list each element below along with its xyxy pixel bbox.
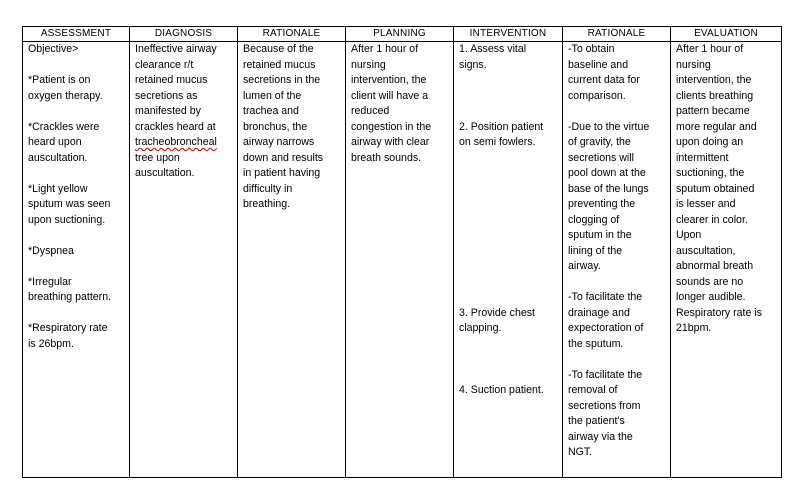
- diagnosis-line-misspelled: tracheobroncheal: [135, 136, 217, 148]
- rationale-line: trachea and: [243, 105, 299, 117]
- planning-line: After 1 hour of: [351, 43, 419, 55]
- header-row: [23, 27, 782, 42]
- assessment-line: Objective>: [28, 43, 79, 55]
- header-diagnosis: DIAGNOSIS: [130, 27, 238, 42]
- header-rationale-intervention: RATIONALE: [563, 27, 671, 42]
- evaluation-line: upon doing an: [676, 136, 744, 148]
- evaluation-line: abnormal breath: [676, 260, 754, 272]
- header-rationale: RATIONALE: [238, 27, 346, 42]
- evaluation-line: auscultation,: [676, 244, 736, 257]
- intervention-rationale-line: -Due to the virtue: [568, 120, 650, 133]
- intervention-rationale-line: airway.: [568, 260, 601, 272]
- evaluation-line: clients breathing: [676, 89, 754, 102]
- intervention-rationale-line: clogging of: [568, 213, 620, 226]
- rationale-line: down and results: [243, 151, 324, 164]
- header-intervention: INTERVENTION: [454, 27, 563, 42]
- intervention-rationale-line: the patient's: [568, 415, 625, 427]
- evaluation-line: longer audible.: [676, 291, 746, 303]
- diagnosis-line: manifested by: [135, 105, 201, 117]
- evaluation-line: intervention, the: [676, 74, 752, 86]
- intervention-item: 4. Suction patient.: [459, 384, 544, 396]
- evaluation-cell: [671, 42, 782, 478]
- intervention-item: 1. Assess vital: [459, 43, 527, 55]
- intervention-rationale-line: removal of: [568, 384, 618, 396]
- intervention-rationale-line: the sputum.: [568, 337, 624, 350]
- assessment-line: sputum was seen: [28, 198, 111, 210]
- evaluation-line: pattern became: [676, 105, 750, 117]
- intervention-cell: [454, 42, 563, 478]
- rationale-line: airway narrows: [243, 136, 315, 148]
- assessment-cell: [23, 42, 130, 478]
- intervention-item: signs.: [459, 58, 487, 71]
- intervention-rationale-line: -To facilitate the: [568, 368, 643, 381]
- rationale-line: Because of the: [243, 43, 314, 55]
- evaluation-line: After 1 hour of: [676, 43, 744, 55]
- rationale-line: lumen of the: [243, 89, 302, 102]
- header-planning: PLANNING: [346, 27, 454, 42]
- evaluation-line: nursing: [676, 58, 711, 71]
- diagnosis-line: retained mucus: [135, 74, 208, 86]
- planning-line: breath sounds.: [351, 151, 422, 164]
- intervention-rationale-line: baseline and: [568, 58, 629, 71]
- rationale-line: breathing.: [243, 198, 291, 210]
- header-assessment: ASSESSMENT: [23, 27, 130, 42]
- intervention-item: clapping.: [459, 322, 502, 334]
- rationale-line: secretions in the: [243, 74, 321, 86]
- diagnosis-line: clearance r/t: [135, 58, 194, 71]
- intervention-rationale-line: base of the lungs: [568, 182, 649, 195]
- assessment-line: heard upon: [28, 136, 82, 148]
- planning-cell: [346, 42, 454, 478]
- intervention-rationale-line: -To facilitate the: [568, 291, 643, 303]
- diagnosis-cell: [130, 42, 238, 478]
- rationale-line: difficulty in: [243, 182, 293, 195]
- intervention-rationale-line: expectoration of: [568, 322, 644, 334]
- assessment-line: auscultation.: [28, 151, 88, 164]
- assessment-line: *Irregular: [28, 275, 72, 288]
- diagnosis-line: auscultation.: [135, 167, 195, 179]
- intervention-rationale-line: comparison.: [568, 89, 626, 102]
- evaluation-line: suctioning, the: [676, 167, 745, 179]
- intervention-rationale-line: NGT.: [568, 446, 593, 458]
- intervention-rationale-line: drainage and: [568, 306, 630, 319]
- planning-line: airway with clear: [351, 136, 430, 148]
- assessment-line: is 26bpm.: [28, 337, 74, 350]
- evaluation-line: sputum obtained: [676, 182, 755, 195]
- rationale-cell: [238, 42, 346, 478]
- assessment-line: *Dyspnea: [28, 244, 74, 257]
- evaluation-line: more regular and: [676, 120, 757, 133]
- evaluation-line: Upon: [676, 229, 702, 241]
- evaluation-line: 21bpm.: [676, 322, 712, 334]
- rationale-line: bronchus, the: [243, 120, 308, 133]
- intervention-rationale-line: preventing the: [568, 198, 636, 210]
- intervention-rationale-line: of gravity, the: [568, 136, 631, 148]
- intervention-item: 2. Position patient: [459, 120, 544, 133]
- planning-line: intervention, the: [351, 74, 427, 86]
- intervention-rationale-line: lining of the: [568, 244, 623, 257]
- evaluation-line: Respiratory rate is: [676, 306, 762, 319]
- intervention-rationale-cell: [563, 42, 671, 478]
- evaluation-line: intermittent: [676, 151, 729, 164]
- assessment-line: *Light yellow: [28, 182, 88, 195]
- diagnosis-line: crackles heard at: [135, 120, 216, 133]
- intervention-item: 3. Provide chest: [459, 306, 535, 319]
- assessment-line: *Patient is on: [28, 74, 91, 86]
- assessment-line: *Respiratory rate: [28, 322, 108, 334]
- intervention-rationale-line: secretions will: [568, 151, 634, 164]
- nursing-care-plan-table: [22, 26, 782, 478]
- planning-line: nursing: [351, 58, 386, 71]
- intervention-rationale-line: current data for: [568, 74, 640, 86]
- intervention-rationale-line: airway via the: [568, 430, 633, 443]
- diagnosis-line: tree upon: [135, 151, 180, 164]
- diagnosis-line: Ineffective airway: [135, 43, 217, 55]
- assessment-line: breathing pattern.: [28, 291, 112, 303]
- planning-line: congestion in the: [351, 120, 432, 133]
- header-evaluation: EVALUATION: [671, 27, 782, 42]
- intervention-rationale-line: pool down at the: [568, 167, 646, 179]
- diagnosis-line: secretions as: [135, 89, 198, 102]
- evaluation-line: clearer in color.: [676, 213, 748, 226]
- evaluation-line: is lesser and: [676, 198, 736, 210]
- intervention-rationale-line: secretions from: [568, 399, 641, 412]
- assessment-line: oxygen therapy.: [28, 89, 103, 102]
- content-row: [23, 42, 782, 478]
- intervention-rationale-line: -To obtain: [568, 43, 615, 55]
- assessment-line: *Crackles were: [28, 120, 100, 133]
- intervention-rationale-line: sputum in the: [568, 229, 632, 241]
- planning-line: client will have a: [351, 89, 429, 102]
- rationale-line: retained mucus: [243, 58, 316, 71]
- intervention-item: on semi fowlers.: [459, 136, 536, 148]
- evaluation-line: sounds are no: [676, 275, 744, 288]
- assessment-line: upon suctioning.: [28, 213, 106, 226]
- planning-line: reduced: [351, 105, 390, 117]
- rationale-line: in patient having: [243, 167, 321, 179]
